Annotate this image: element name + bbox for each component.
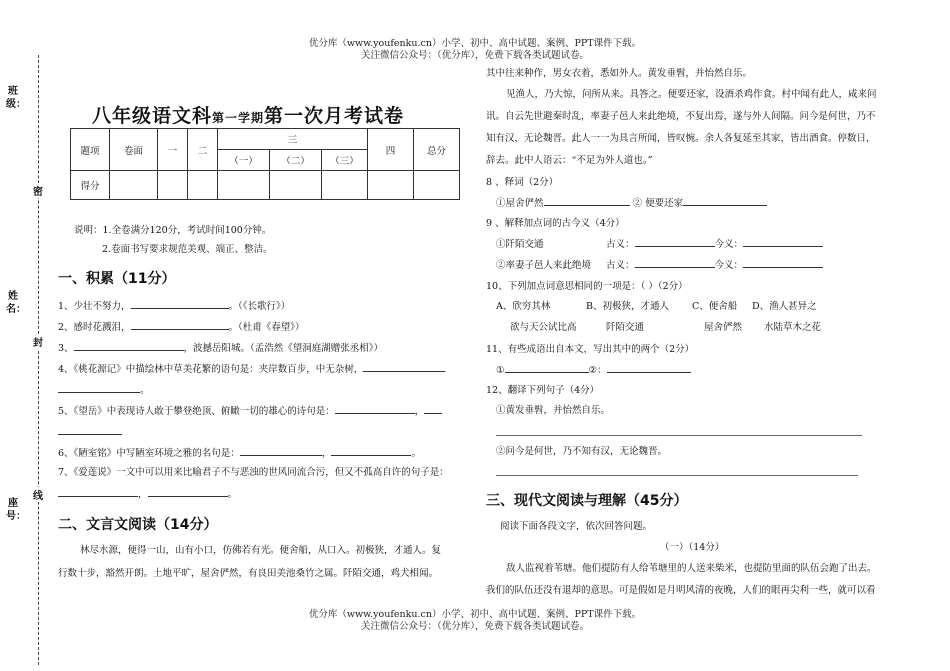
class-label: 班级： [6,86,26,110]
q10-row-2 [510,321,821,334]
q5-blank-1[interactable] [335,404,415,414]
q9-b-gu-blank[interactable] [635,258,715,268]
r-para-6: 知有汉，无论魏晋。此人一一为具言所闻，皆叹惋。余人各复延至其家，皆出酒食。停数日， [486,133,876,144]
header-line-1: 优分库（www.youfenku.cn）小学、初中、高中试题、案例、PPT课件下载。 [308,38,642,49]
q11-b-blank[interactable] [607,363,691,373]
q4 [58,362,445,376]
q3-rest: ，波撼岳阳城。（孟浩然《望洞庭湖赠张丞相》） [183,343,384,354]
q4-text: 4、《桃花源记》中描绘林中草美花繁的语句是：夹岸数百步，中无杂树， [58,364,364,375]
seal-mi: 密 [33,183,43,198]
q5-blank-2[interactable] [424,404,442,414]
seal-xian: 线 [33,487,43,502]
q10-option-d[interactable]: D、渔人甚异之 [752,301,817,312]
q9: 9 、解释加点词的古今义（4分） [486,218,625,229]
q10-option-a[interactable]: A、欣穷其林 [496,301,551,312]
q11-a: ① [496,365,505,376]
s3-para-2: 我们的队伍还没有退却的意思。可是假如是月明风清的夜晚，人们的眼再尖利一些，就可以看 [486,585,876,596]
q1 [58,299,290,313]
q9-b-jin: 今义： [714,260,744,271]
q3-num: 3、 [58,343,74,354]
q8-a: ①屋舍俨然 [496,198,544,209]
r-para-5: 讯。自云先世避秦时乱，率妻子邑人来此绝境，不复出焉，遂与外人间隔。问今是何世，乃不 [486,111,876,122]
score-cell[interactable] [322,171,368,200]
r-para-4: 见渔人，乃大惊，问所从来。具答之。便要还家，设酒杀鸡作食。村中闻有此人，咸来问 [506,89,877,100]
q9-a: ①阡陌交通 [496,239,544,250]
q9-a-jin-blank[interactable] [743,237,823,247]
q9-a-jin: 今义： [714,239,744,250]
note-2: 2.卷面书写要求规范美观、端正、整洁。 [102,244,273,255]
q2-text: 2、感时花溅泪， [58,322,131,333]
q12-b-answer-line[interactable] [496,475,858,476]
q7-end: 。 [227,489,238,500]
q5-blank-3[interactable] [58,425,122,435]
seat-label: 座号： [6,498,26,522]
q9-b-jin-blank[interactable] [743,258,823,268]
s3-instruction: 阅读下面各段文字，依次回答问题。 [500,521,653,532]
note-1: 说明：1.全卷满分120分，考试时间100分钟。 [74,225,272,236]
r-para-3: 其中往来种作，男女衣着，悉如外人。黄发垂髫，并怡然自乐。 [486,68,753,79]
q3-blank[interactable] [74,341,184,351]
q10-c2: 屋舍俨然 [704,322,743,333]
q5-sep: ， [414,406,425,417]
th-one: 一 [158,129,188,171]
row-score-label: 得分 [71,171,110,200]
q2 [58,320,305,334]
q9-a-gu: 古义： [606,239,635,250]
section-2-title: 二、文言文阅读（14分） [58,517,218,533]
q5-text: 5、《望岳》中表现诗人敢于攀登绝顶、俯瞰一切的雄心的诗句是： [58,406,335,417]
header-line-2: 关注微信公众号：（优分库），免费下载各类试题试卷。 [360,50,589,61]
q10-a2: 欲与天公试比高 [510,322,577,333]
th-paper: 卷面 [110,129,158,171]
q9-b-row [496,258,823,272]
th-four: 四 [368,129,414,171]
q9-a-row [496,237,823,251]
q2-source: 。（杜甫《春望》） [228,322,305,333]
q12-a-answer-line[interactable] [496,435,862,436]
th-item: 题项 [71,129,110,171]
score-cell[interactable] [110,171,158,200]
q8-b: ② 便要还家 [632,198,684,209]
name-label: 姓名： [6,291,26,315]
score-table [70,128,460,200]
q2-blank[interactable] [131,320,229,330]
q5 [58,404,442,418]
q12: 12、翻译下列句子（4分） [486,385,600,396]
q4-blank-2[interactable] [58,383,140,393]
th-two: 二 [188,129,218,171]
binding-line [38,55,39,665]
q10-row-1 [496,300,817,313]
q8-b-blank[interactable] [683,196,767,206]
q10-b2: 阡陌交通 [606,322,645,333]
q7-cont [58,487,237,501]
q7-sep: ， [138,489,148,500]
q8: 8 、释词（2分） [486,177,559,188]
q6-blank-2[interactable] [331,446,411,456]
q9-a-gu-blank[interactable] [635,237,715,247]
th-sub-2: （二） [270,150,322,171]
q10-option-c[interactable]: C、便舍船 [692,301,738,312]
s2-para-2: 行数十步，豁然开朗。土地平旷，屋舍俨然，有良田美池桑竹之属。阡陌交通，鸡犬相闻。 [58,568,439,579]
q8-a-blank[interactable] [544,196,630,206]
q12-b: ②问今是何世，乃不知有汉，无论魏晋。 [496,446,668,457]
q6-blank-1[interactable] [240,446,322,456]
q7-blank-2[interactable] [148,487,228,497]
th-three: 三 [218,129,368,150]
q11: 11、有些成语出自本文，写出其中的两个（2分） [486,344,695,355]
seal-feng: 封 [33,334,43,349]
title-part-c: 第一次月考试卷 [264,105,405,127]
score-cell[interactable] [188,171,218,200]
s3-part-label: （一）（14分） [660,542,725,553]
q10-d2: 水陆草木之花 [764,322,822,333]
q1-text: 1、少壮不努力， [58,301,131,312]
q12-a: ①黄发垂髫，并怡然自乐。 [496,405,611,416]
footer-line-1: 优分库（www.youfenku.cn）小学、初中、高中试题、案例、PPT课件下载。 [308,609,642,620]
exam-title [92,101,404,128]
q6-end: 。 [411,448,421,459]
th-sub-3: （三） [322,150,368,171]
score-cell[interactable] [368,171,414,200]
score-cell[interactable] [414,171,460,200]
r-para-7: 辞去。此中人语云：“不足为外人道也。” [486,155,653,166]
q7-blank-1[interactable] [58,487,138,497]
score-cell[interactable] [218,171,270,200]
th-total: 总分 [414,129,460,171]
q1-blank[interactable] [131,299,229,309]
q4-cont [58,383,150,397]
q11-a-blank[interactable] [505,363,589,373]
q6-text: 6、《陋室铭》中写陋室环境之雅的名句是： [58,448,240,459]
score-cell[interactable] [270,171,322,200]
q3 [58,341,383,355]
title-part-b: 第一学期 [212,111,265,125]
section-3-title: 三、现代文阅读与理解（45分） [486,493,688,509]
q8-items [496,196,767,210]
q4-end: 。 [140,385,150,396]
q9-b-gu: 古义： [606,260,635,271]
q9-b: ②率妻子邑人来此绝境 [496,260,592,271]
s2-para-1: 林尽水源，便得一山，山有小口，仿佛若有光。便舍船，从口入。初极狭，才通人。复 [80,545,442,556]
footer-line-2: 关注微信公众号：（优分库），免费下载各类试题试卷。 [360,621,589,632]
th-sub-1: （一） [218,150,270,171]
q4-blank-1[interactable] [363,362,445,372]
q10: 10、下列加点词意思相同的一项是：（ ）（2分） [486,281,688,292]
q7: 7、《爱莲说》一文中可以用来比喻君子不与恶浊的世风同流合污，但又不孤高自许的句子是： [58,467,449,478]
q1-source: 。（《长歌行》） [228,301,291,312]
q6 [58,446,421,460]
q11-row [496,363,691,377]
score-cell[interactable] [158,171,188,200]
q5-cont [58,425,122,439]
section-1-title: 一、积累（11分） [58,271,176,287]
q6-sep: ， [321,448,332,459]
q11-b: ②： [588,365,607,376]
q10-option-b[interactable]: B、初极狭，才通人 [586,301,669,312]
s3-para-1: 敌人监视着苇塘。他们提防有人给苇塘里的人送来柴米，也提防里面的队伍会跑了出去。 [506,563,877,574]
title-part-a: 八年级语文科 [92,105,213,127]
